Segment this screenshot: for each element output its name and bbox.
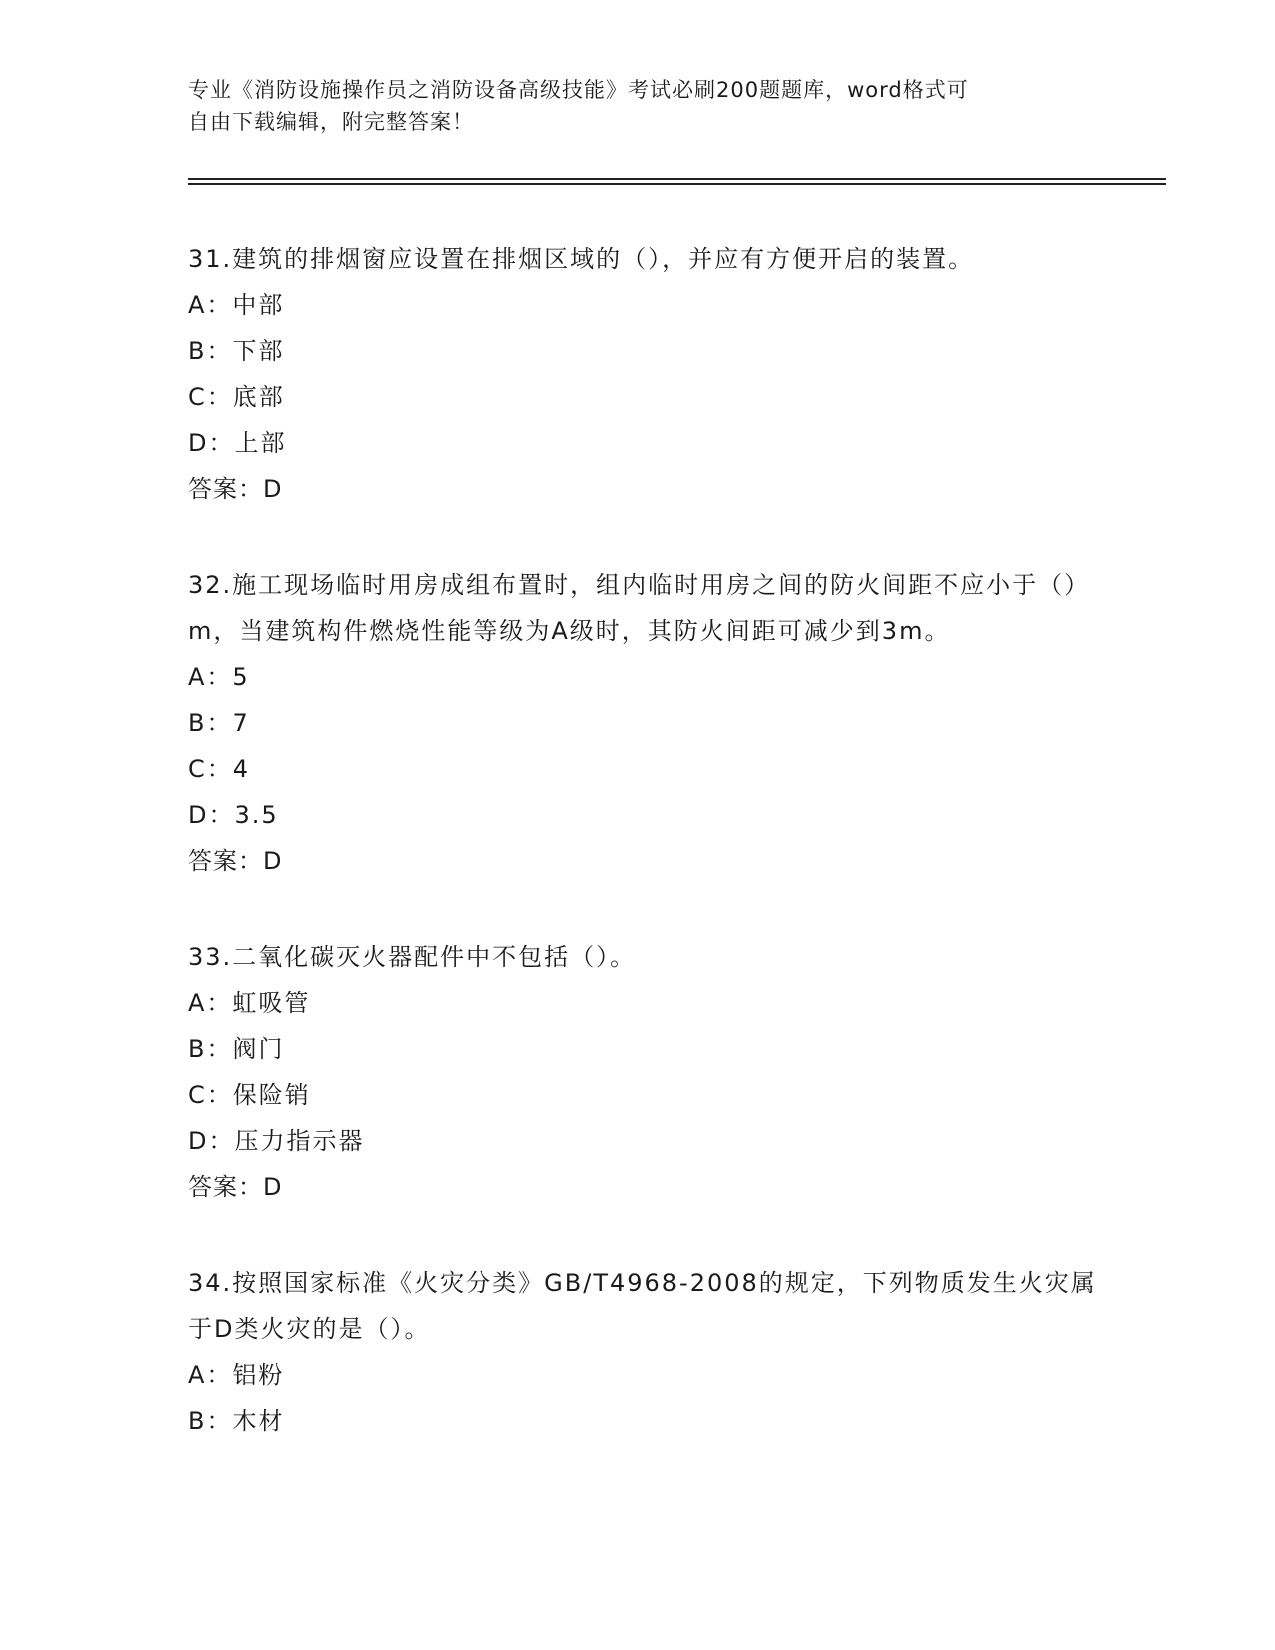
option-d: D：上部 <box>188 429 287 457</box>
option-a: A：5 <box>188 663 250 691</box>
question-34 <box>188 1260 1118 1444</box>
option-a: A：铝粉 <box>188 1361 285 1389</box>
question-text: 31.建筑的排烟窗应设置在排烟区域的（），并应有方便开启的装置。 <box>188 245 975 273</box>
header-line-1: 专业《消防设施操作员之消防设备高级技能》考试必刷200题题库，word格式可 <box>188 78 969 102</box>
option-c: C：底部 <box>188 383 285 411</box>
option-b: B：7 <box>188 709 250 737</box>
question-32 <box>188 562 1118 884</box>
option-a: A：中部 <box>188 291 285 319</box>
question-31 <box>188 236 1118 512</box>
option-b: B：下部 <box>188 337 285 365</box>
answer-label: 答案：D <box>188 847 283 875</box>
option-b: B：阀门 <box>188 1035 285 1063</box>
header-line-2: 自由下载编辑，附完整答案！ <box>188 110 474 134</box>
question-text: 33.二氧化碳灭火器配件中不包括（）。 <box>188 943 637 971</box>
document-header <box>188 74 1068 138</box>
question-list <box>188 236 1118 1494</box>
option-b: B：木材 <box>188 1407 285 1435</box>
answer-label: 答案：D <box>188 475 283 503</box>
header-divider-bottom <box>188 183 1166 185</box>
option-c: C：保险销 <box>188 1081 311 1109</box>
option-d: D：压力指示器 <box>188 1127 365 1155</box>
question-text: 34.按照国家标准《火灾分类》GB/T4968-2008的规定，下列物质发生火灾属于D类火灾的是（）。 <box>188 1269 1097 1343</box>
answer-label: 答案：D <box>188 1173 283 1201</box>
question-text: 32.施工现场临时用房成组布置时，组内临时用房之间的防火间距不应小于（）m，当建筑构件燃烧性能等级为A级时，其防火间距可减少到3m。 <box>188 571 1091 645</box>
question-33 <box>188 934 1118 1210</box>
option-a: A：虹吸管 <box>188 989 311 1017</box>
option-c: C：4 <box>188 755 251 783</box>
option-d: D：3.5 <box>188 801 279 829</box>
header-divider-top <box>188 178 1166 180</box>
